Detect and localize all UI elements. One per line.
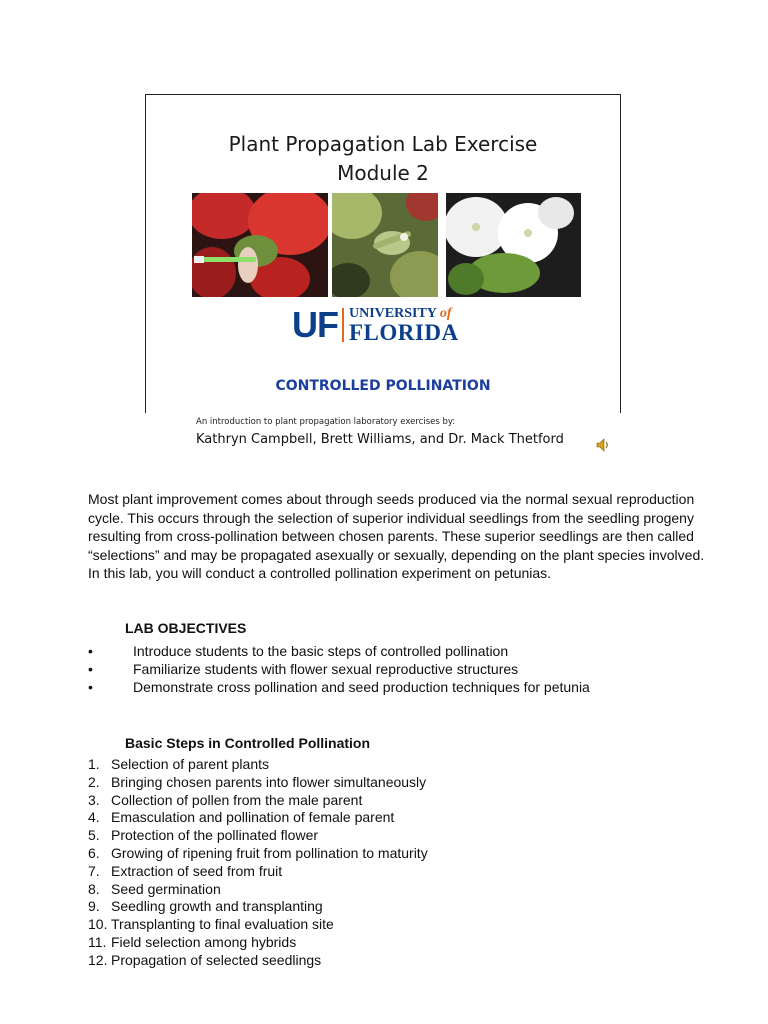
step-number: 6. xyxy=(88,844,100,861)
intro-paragraph: Most plant improvement comes about through seeds produced via the normal sexual reproduction cycle. This occurs through the selection of superior individual seedlings from the seedling progeny resulting from cross-pollination between chosen parents. These superior seedlings are then called “selections” and may be propagated asexually or sexually, depending on the plant species involved. In this lab, you will conduct a controlled pollination experiment on petunias. xyxy=(88,491,705,581)
slide-subtitle: CONTROLLED POLLINATION xyxy=(275,378,491,394)
uf-logo xyxy=(292,305,459,345)
photo-red-petunia-pollination xyxy=(192,193,328,297)
slide-intro-line: An introduction to plant propagation laboratory exercises by: xyxy=(196,417,456,427)
uf-logo-words xyxy=(349,307,459,344)
step-text: Field selection among hybrids xyxy=(111,933,297,950)
bullet: • xyxy=(88,643,93,659)
objective-text: Demonstrate cross pollination and seed production techniques for petunia xyxy=(133,679,590,695)
slide-title-line1: Plant Propagation Lab Exercise xyxy=(228,132,538,156)
uf-logo-mark: UF xyxy=(292,304,338,345)
step-number: 12. xyxy=(88,951,108,968)
objective-text: Familiarize students with flower sexual reproductive structures xyxy=(133,661,519,677)
step-number: 2. xyxy=(88,773,100,790)
step-text: Bringing chosen parents into flower simultaneously xyxy=(111,773,427,790)
uf-logo-university: UNIVERSITY of xyxy=(349,305,452,321)
step-text: Selection of parent plants xyxy=(111,756,269,772)
slide-title-line2: Module 2 xyxy=(337,161,429,185)
step-number: 3. xyxy=(88,791,100,808)
step-text: Seed germination xyxy=(111,880,221,897)
step-number: 5. xyxy=(88,827,100,844)
uf-logo-florida: FLORIDA xyxy=(349,319,459,345)
slide-title xyxy=(146,130,620,188)
step-text: Collection of pollen from the male parent xyxy=(111,791,363,808)
step-text: Emasculation and pollination of female parent xyxy=(111,809,395,826)
step-number: 1. xyxy=(88,756,100,772)
step-number: 4. xyxy=(88,809,100,826)
bullet: • xyxy=(88,661,93,677)
step-number: 7. xyxy=(88,862,100,879)
step-text: Extraction of seed from fruit xyxy=(111,862,283,879)
basic-steps-heading: Basic Steps in Controlled Pollination xyxy=(125,735,371,751)
step-number: 9. xyxy=(88,898,100,915)
lab-objectives-heading: LAB OBJECTIVES xyxy=(125,620,247,636)
step-text: Propagation of selected seedlings xyxy=(111,951,322,968)
photo-green-petunia-bud xyxy=(332,193,438,297)
step-number: 10. xyxy=(88,916,108,933)
step-text: Transplanting to final evaluation site xyxy=(111,916,334,933)
slide-authors: Kathryn Campbell, Brett Williams, and Dr. Mack Thetford xyxy=(196,432,564,447)
step-text: Growing of ripening fruit from pollination to maturity xyxy=(111,844,428,861)
uf-logo-divider xyxy=(342,308,344,342)
objective-text: Introduce students to the basic steps of controlled pollination xyxy=(133,643,509,659)
bullet: • xyxy=(88,679,93,695)
title-slide-image xyxy=(145,94,621,413)
speaker-icon[interactable] xyxy=(596,437,610,453)
step-number: 11. xyxy=(88,933,107,950)
step-number: 8. xyxy=(88,880,100,897)
step-text: Seedling growth and transplanting xyxy=(111,898,323,915)
photo-white-petunias xyxy=(446,193,581,297)
step-text: Protection of the pollinated flower xyxy=(111,827,319,844)
